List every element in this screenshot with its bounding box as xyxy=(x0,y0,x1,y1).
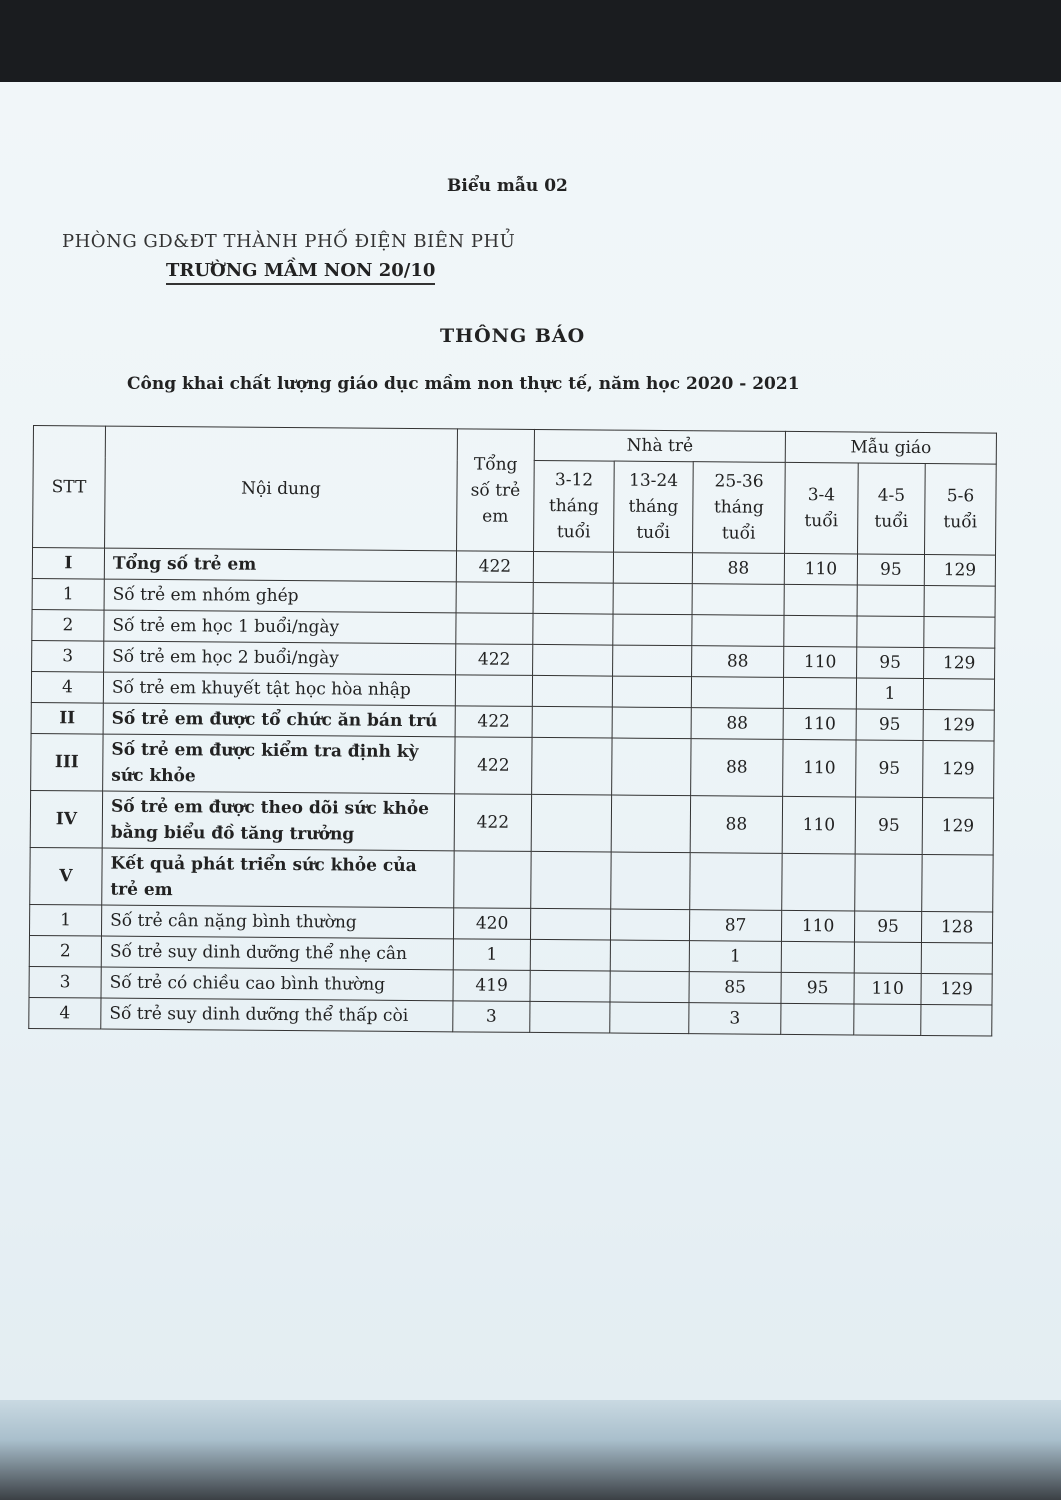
cell-content: Số trẻ em khuyết tật học hòa nhập xyxy=(103,672,455,706)
cell-total: 422 xyxy=(454,794,531,852)
cell-age-5-6: 128 xyxy=(921,911,992,943)
cell-age-13-24 xyxy=(613,645,692,677)
cell-age-5-6 xyxy=(924,586,995,618)
school-name: TRƯỜNG MẦM NON 20/10 xyxy=(166,260,435,285)
cell-age-25-36 xyxy=(690,853,782,911)
cell-age-3-12 xyxy=(533,551,613,583)
header-content: Nội dung xyxy=(105,426,458,551)
cell-age-3-4: 110 xyxy=(784,646,857,678)
cell-age-4-5: 95 xyxy=(856,740,923,798)
cell-content: Kết quả phát triển sức khỏe của trẻ em xyxy=(102,848,454,908)
cell-age-5-6: 129 xyxy=(924,555,995,587)
cell-total: 3 xyxy=(453,1001,530,1033)
cell-age-25-36: 88 xyxy=(692,553,784,585)
cell-age-25-36: 88 xyxy=(692,646,784,678)
header-age-4-5: 4-5 tuổi xyxy=(858,463,926,555)
cell-total: 419 xyxy=(453,970,530,1002)
cell-age-13-24 xyxy=(613,614,692,646)
cell-age-3-12 xyxy=(533,582,613,614)
cell-age-25-36 xyxy=(691,677,783,709)
cell-age-13-24 xyxy=(613,583,692,615)
cell-age-4-5 xyxy=(854,1004,921,1036)
cell-age-25-36 xyxy=(692,584,784,616)
cell-content: Số trẻ em được kiểm tra định kỳ sức khỏe xyxy=(103,734,455,794)
cell-age-4-5 xyxy=(857,616,924,648)
cell-total: 420 xyxy=(453,908,530,940)
cell-age-25-36: 88 xyxy=(691,739,783,797)
cell-age-3-12 xyxy=(533,613,613,645)
document-subtitle: Công khai chất lượng giáo dục mầm non thực tế, năm học 2020 - 2021 xyxy=(127,374,800,394)
cell-age-5-6: 129 xyxy=(923,741,994,799)
cell-age-3-4: 95 xyxy=(781,972,854,1004)
cell-age-5-6 xyxy=(922,854,993,912)
table-row xyxy=(30,847,993,912)
cell-age-13-24 xyxy=(613,552,692,584)
header-kindergarten: Mẫu giáo xyxy=(785,431,996,464)
department-name: PHÒNG GD&ĐT THÀNH PHỐ ĐIỆN BIÊN PHỦ xyxy=(62,231,516,252)
cell-age-5-6: 129 xyxy=(921,973,992,1005)
cell-stt: 2 xyxy=(32,609,104,641)
cell-age-3-12 xyxy=(530,970,610,1002)
cell-age-13-24 xyxy=(612,707,691,739)
cell-total: 422 xyxy=(456,551,533,583)
cell-age-5-6 xyxy=(924,617,995,649)
cell-stt: I xyxy=(32,548,104,580)
cell-age-5-6 xyxy=(921,942,992,974)
form-label: Biểu mẫu 02 xyxy=(447,176,568,196)
header-age-3-4: 3-4 tuổi xyxy=(785,462,859,554)
cell-content: Số trẻ em được theo dõi sức khỏe bằng biểu đồ tăng trưởng xyxy=(102,791,454,851)
header-age-5-6: 5-6 tuổi xyxy=(925,464,997,556)
cell-total xyxy=(455,675,532,707)
cell-total: 422 xyxy=(455,737,532,795)
cell-content: Số trẻ suy dinh dưỡng thể nhẹ cân xyxy=(101,936,453,970)
cell-content: Số trẻ suy dinh dưỡng thể thấp còi xyxy=(101,998,453,1032)
cell-content: Số trẻ cân nặng bình thường xyxy=(101,905,453,939)
cell-total: 422 xyxy=(455,706,532,738)
cell-age-13-24 xyxy=(610,971,689,1003)
cell-age-3-12 xyxy=(531,851,611,909)
cell-age-25-36: 1 xyxy=(689,941,781,973)
cell-stt: 3 xyxy=(29,966,101,998)
cell-age-4-5: 1 xyxy=(856,678,923,710)
header-stt: STT xyxy=(33,426,106,549)
cell-age-3-12 xyxy=(530,908,610,940)
cell-stt: III xyxy=(31,733,103,791)
cell-age-13-24 xyxy=(610,940,689,972)
cell-stt: 1 xyxy=(32,578,104,610)
cell-stt: IV xyxy=(30,790,102,848)
cell-total xyxy=(454,851,531,909)
cell-age-3-12 xyxy=(532,706,612,738)
cell-age-13-24 xyxy=(611,795,690,853)
cell-age-3-4: 110 xyxy=(783,708,856,740)
cell-stt: 1 xyxy=(29,904,101,936)
cell-age-5-6 xyxy=(921,1004,992,1036)
cell-age-4-5: 95 xyxy=(855,797,922,855)
cell-stt: 3 xyxy=(32,640,104,672)
cell-age-13-24 xyxy=(610,909,689,941)
cell-age-3-12 xyxy=(531,794,611,852)
cell-content: Tổng số trẻ em xyxy=(104,548,456,582)
cell-age-3-4: 110 xyxy=(783,739,856,797)
cell-age-3-4 xyxy=(784,584,857,616)
cell-age-25-36 xyxy=(692,615,784,647)
cell-age-4-5 xyxy=(854,942,921,974)
cell-age-3-4 xyxy=(783,677,856,709)
cell-stt: II xyxy=(31,702,103,734)
cell-age-25-36: 87 xyxy=(689,910,781,942)
cell-age-3-4 xyxy=(784,615,857,647)
cell-age-4-5: 110 xyxy=(854,973,921,1005)
header-total: Tổng số trẻ em xyxy=(457,429,535,552)
cell-age-4-5: 95 xyxy=(857,647,924,679)
cell-age-13-24 xyxy=(612,676,691,708)
cell-age-13-24 xyxy=(612,738,691,796)
cell-total: 422 xyxy=(456,644,533,676)
cell-total xyxy=(456,613,533,645)
cell-content: Số trẻ em học 2 buổi/ngày xyxy=(104,641,456,675)
cell-content: Số trẻ em được tổ chức ăn bán trú xyxy=(103,703,455,737)
cell-age-3-4: 110 xyxy=(784,553,857,585)
cell-stt: V xyxy=(30,847,102,905)
cell-age-3-4 xyxy=(782,853,855,911)
table-row xyxy=(31,733,994,798)
report-table xyxy=(28,425,997,1037)
cell-age-5-6: 129 xyxy=(924,648,995,680)
cell-age-13-24 xyxy=(611,852,690,910)
table-row xyxy=(30,790,993,855)
cell-age-25-36: 88 xyxy=(690,796,782,854)
header-age-13-24: 13-24 tháng tuổi xyxy=(614,461,694,553)
cell-age-13-24 xyxy=(610,1002,689,1034)
cell-age-3-12 xyxy=(532,737,612,795)
cell-content: Số trẻ em học 1 buổi/ngày xyxy=(104,610,456,644)
cell-age-4-5: 95 xyxy=(856,709,923,741)
cell-age-4-5: 95 xyxy=(857,554,924,586)
cell-stt: 4 xyxy=(31,671,103,703)
header-age-25-36: 25-36 tháng tuổi xyxy=(693,462,786,554)
cell-age-4-5 xyxy=(857,585,924,617)
cell-stt: 2 xyxy=(29,935,101,967)
cell-age-25-36: 85 xyxy=(689,972,781,1004)
cell-age-3-4: 110 xyxy=(782,796,855,854)
cell-stt: 4 xyxy=(29,997,101,1029)
cell-age-5-6 xyxy=(923,679,994,711)
cell-age-3-4: 110 xyxy=(781,910,854,942)
cell-content: Số trẻ có chiều cao bình thường xyxy=(101,967,453,1001)
cell-content: Số trẻ em nhóm ghép xyxy=(104,579,456,613)
header-nursery: Nhà trẻ xyxy=(534,429,785,462)
cell-age-3-12 xyxy=(533,644,613,676)
cell-total xyxy=(456,582,533,614)
cell-age-3-12 xyxy=(532,675,612,707)
cell-age-25-36: 88 xyxy=(691,708,783,740)
cell-age-5-6: 129 xyxy=(922,797,993,855)
cell-age-3-4 xyxy=(781,941,854,973)
cell-age-3-12 xyxy=(530,1001,610,1033)
background-surface xyxy=(0,1400,1061,1500)
cell-age-3-12 xyxy=(530,939,610,971)
cell-age-4-5 xyxy=(855,854,922,912)
table-body xyxy=(29,548,996,1037)
cell-age-5-6: 129 xyxy=(923,710,994,742)
document-title: THÔNG BÁO xyxy=(440,325,586,347)
cell-age-4-5: 95 xyxy=(854,911,921,943)
cell-age-25-36: 3 xyxy=(689,1003,781,1035)
cell-total: 1 xyxy=(453,939,530,971)
cell-age-3-4 xyxy=(781,1003,854,1035)
header-age-3-12: 3-12 tháng tuổi xyxy=(534,460,615,552)
